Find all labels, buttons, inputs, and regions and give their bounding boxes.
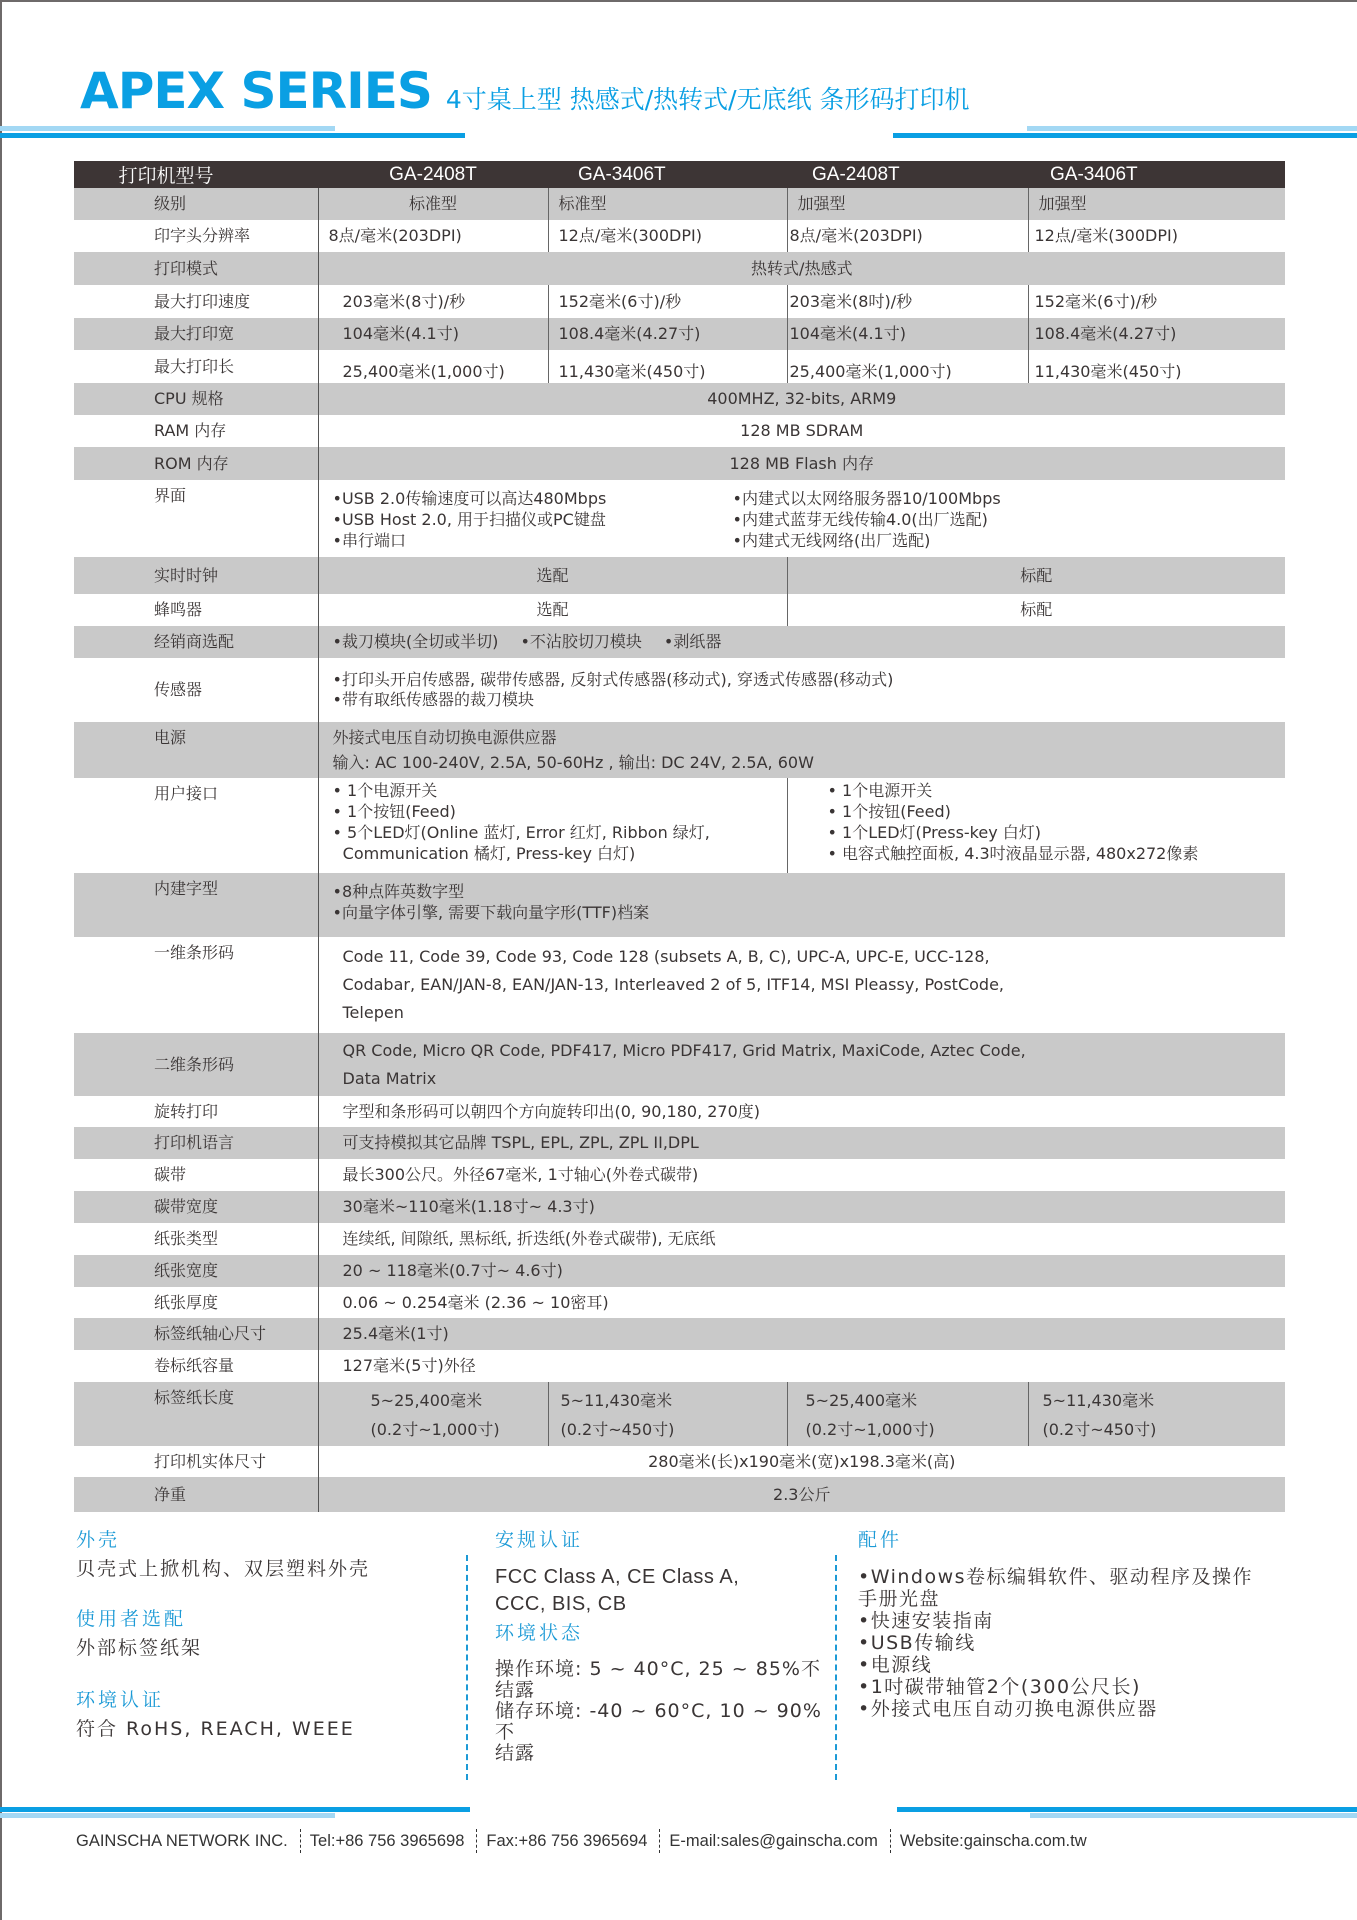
table-row xyxy=(74,1350,1285,1382)
table-row xyxy=(74,937,1285,1033)
list-item: •Windows卷标编辑软件、驱动程序及操作 xyxy=(858,1566,1254,1588)
list-item: • 1个电源开关 xyxy=(332,781,438,800)
text-line: 操作环境: 5 ~ 40°C, 25 ~ 85%不 xyxy=(495,1658,821,1680)
footer-rule-dark-right xyxy=(897,1807,1357,1812)
text-line: QR Code, Micro QR Code, PDF417, Micro PDF417, Grid Matrix, MaxiCode, Aztec Code, xyxy=(342,1040,1026,1060)
list-item: • 1个LED灯(Press-key 白灯) xyxy=(827,823,1042,842)
section-body-accessories xyxy=(858,1566,1288,1720)
cell: 152毫米(6寸)/秒 xyxy=(1028,285,1285,318)
list-item: •内建式蓝芽无线传输4.0(出厂选配) xyxy=(732,510,988,529)
cell xyxy=(318,778,787,873)
header-rule-dark-right xyxy=(893,133,1357,138)
list-item: •USB Host 2.0, 用于扫描仪或PC键盘 xyxy=(332,510,606,529)
cell xyxy=(318,658,1285,722)
footer-rule-dark-left xyxy=(0,1807,470,1812)
list-item: •1吋碳带轴管2个(300公尺长) xyxy=(858,1676,1141,1698)
section-body-env-state xyxy=(495,1659,840,1764)
cell xyxy=(318,873,1285,937)
cell: 字型和条形码可以朝四个方向旋转印出(0, 90,180, 270度) xyxy=(318,1096,1285,1127)
table-row xyxy=(74,1287,1285,1318)
text-line: (0.2寸~1,000寸) xyxy=(370,1420,500,1439)
list-item: •打印头开启传感器, 碳带传感器, 反射式传感器(移动式), 穿透式传感器(移动式) xyxy=(332,670,894,689)
text-line: 5~25,400毫米 xyxy=(370,1391,483,1410)
cell: 标配 xyxy=(787,557,1285,594)
cell: 加强型 xyxy=(1028,188,1285,220)
list-item: •外接式电压自动刃换电源供应器 xyxy=(858,1698,1158,1720)
row-label: 界面 xyxy=(74,480,318,557)
interface-grid xyxy=(333,488,1286,551)
table-row xyxy=(74,1318,1285,1350)
list-item: •USB 2.0传输速度可以高达480Mbps xyxy=(332,489,607,508)
table-row xyxy=(74,557,1285,594)
email-link[interactable]: E-mail:sales@gainscha.com xyxy=(669,1831,878,1850)
row-label: 蜂鸣器 xyxy=(74,594,318,626)
text-line: 输入: AC 100-240V, 2.5A, 50-60Hz , 输出: DC 24V, 2.5A, 60W xyxy=(332,753,814,772)
row-label: 净重 xyxy=(74,1477,318,1512)
cell: 20 ~ 118毫米(0.7寸~ 4.6寸) xyxy=(318,1255,1285,1287)
list-item: • 5个LED灯(Online 蓝灯, Error 红灯, Ribbon 绿灯, xyxy=(332,823,710,842)
row-label: 内建字型 xyxy=(74,873,318,937)
row-label: 印字头分辨率 xyxy=(74,220,318,252)
table-row xyxy=(74,873,1285,937)
list-item: •USB传输线 xyxy=(858,1632,976,1654)
list-item: Communication 橘灯, Press-key 白灯) xyxy=(332,844,636,863)
footer-contact xyxy=(76,1829,1087,1853)
table-row xyxy=(74,1223,1285,1255)
text-line: (0.2寸~1,000寸) xyxy=(805,1420,935,1439)
table-row xyxy=(74,252,1285,285)
section-title-env-cert: 环境认证 xyxy=(76,1689,165,1711)
cell xyxy=(318,722,1285,778)
row-label: 标签纸轴心尺寸 xyxy=(74,1318,318,1350)
row-label: 纸张类型 xyxy=(74,1223,318,1255)
table-row xyxy=(74,658,1285,722)
header-rule-light-right xyxy=(1027,126,1357,131)
column-header: GA-3406T xyxy=(1028,161,1285,188)
cell xyxy=(318,480,1285,557)
row-label: 打印机实体尺寸 xyxy=(74,1446,318,1477)
list-item: •裁刀模块(全切或半切) xyxy=(332,632,499,651)
list-item: • 电容式触控面板, 4.3吋液晶显示器, 480x272像素 xyxy=(827,844,1199,863)
row-label: 电源 xyxy=(74,722,318,778)
cell: 热转式/热感式 xyxy=(318,252,1285,285)
section-body-env-cert: 符合 RoHS, REACH, WEEE xyxy=(76,1718,355,1740)
row-label: 打印机语言 xyxy=(74,1127,318,1159)
header-rule-dark-left xyxy=(0,133,465,138)
cell xyxy=(318,1382,548,1446)
text-line: (0.2寸~450寸) xyxy=(1042,1420,1157,1439)
table-row xyxy=(74,188,1285,220)
cell: 104毫米(4.1寸) xyxy=(787,318,1028,350)
cell: 11,430毫米(450寸) xyxy=(1028,350,1285,383)
table-row xyxy=(74,626,1285,658)
company-name: GAINSCHA NETWORK INC. xyxy=(76,1831,288,1850)
list-item: •内建式无线网络(出厂选配) xyxy=(732,531,931,550)
list-item: •向量字体引擎, 需要下载向量字形(TTF)档案 xyxy=(332,903,650,922)
table-row xyxy=(74,415,1285,447)
footer-separator xyxy=(659,1829,660,1853)
cell: 400MHZ, 32-bits, ARM9 xyxy=(318,383,1285,415)
cell: 12点/毫米(300DPI) xyxy=(1028,220,1285,252)
list-item: 手册光盘 xyxy=(858,1588,941,1610)
website-link[interactable]: Website:gainscha.com.tw xyxy=(899,1831,1087,1850)
table-row xyxy=(74,220,1285,252)
text-line: FCC Class A, CE Class A, xyxy=(495,1566,740,1588)
cell: 最长300公尺。外径67毫米, 1寸轴心(外卷式碳带) xyxy=(318,1159,1285,1191)
cell xyxy=(1028,1382,1285,1446)
interface-left xyxy=(333,488,733,551)
column-divider xyxy=(835,1555,837,1780)
interface-right xyxy=(733,488,1286,551)
table-row xyxy=(74,285,1285,318)
page-top-border xyxy=(0,0,1357,2)
cell: 108.4毫米(4.27寸) xyxy=(548,318,787,350)
footer-rule-light-right xyxy=(1030,1813,1357,1818)
list-item: •带有取纸传感器的裁刀模块 xyxy=(332,690,534,709)
list-item: •内建式以太网络服务器10/100Mbps xyxy=(732,489,1001,508)
column-header: GA-2408T xyxy=(318,161,548,188)
row-label: 纸张宽度 xyxy=(74,1255,318,1287)
footer-rule-light-left xyxy=(0,1813,335,1818)
section-body-housing: 贝壳式上掀机构、双层塑料外壳 xyxy=(76,1558,371,1580)
table-row xyxy=(74,447,1285,480)
row-label: RAM 内存 xyxy=(74,415,318,447)
row-label: 最大打印速度 xyxy=(74,285,318,318)
row-label: 最大打印宽 xyxy=(74,318,318,350)
section-title-user-options: 使用者选配 xyxy=(76,1608,187,1630)
text-line: 结露 xyxy=(495,1742,536,1764)
row-label: 一维条形码 xyxy=(74,937,318,1033)
list-item: • 1个按钮(Feed) xyxy=(332,802,456,821)
table-row xyxy=(74,1159,1285,1191)
row-label: 旋转打印 xyxy=(74,1096,318,1127)
row-label: 用户接口 xyxy=(74,778,318,873)
text-line: Codabar, EAN/JAN-8, EAN/JAN-13, Interleaved 2 of 5, ITF14, MSI Pleassy, PostCode, xyxy=(342,975,1004,994)
series-subtitle: 4寸桌上型 热感式/热转式/无底纸 条形码打印机 xyxy=(445,85,970,114)
cell: 127毫米(5寸)外径 xyxy=(318,1350,1285,1382)
row-label: 最大打印长 xyxy=(74,350,318,383)
cell: 8点/毫米(203DPI) xyxy=(787,220,1028,252)
cell: 12点/毫米(300DPI) xyxy=(548,220,787,252)
cell: 203毫米(8寸)/秒 xyxy=(318,285,548,318)
table-row xyxy=(74,1096,1285,1127)
cell: 8点/毫米(203DPI) xyxy=(318,220,548,252)
header-rule-light-left xyxy=(0,126,335,131)
text-line: Code 11, Code 39, Code 93, Code 128 (subsets A, B, C), UPC-A, UPC-E, UCC-128, xyxy=(342,947,990,966)
phone-number: Tel:+86 756 3965698 xyxy=(309,1831,465,1850)
cell: 标准型 xyxy=(318,188,548,220)
cell: 25,400毫米(1,000寸) xyxy=(318,350,548,383)
cell xyxy=(318,937,1285,1033)
text-line: Data Matrix xyxy=(342,1068,437,1088)
text-line: CCC, BIS, CB xyxy=(495,1593,627,1615)
section-title-safety-cert: 安规认证 xyxy=(495,1529,584,1551)
table-row xyxy=(74,1033,1285,1096)
list-item: •不沾胶切刀模块 xyxy=(520,632,642,651)
cell: 选配 xyxy=(318,557,787,594)
row-label: 传感器 xyxy=(74,658,318,722)
cell xyxy=(787,778,1285,873)
page-left-border xyxy=(0,0,2,1920)
table-row xyxy=(74,1127,1285,1159)
cell: 128 MB SDRAM xyxy=(318,415,1285,447)
list-item: • 1个电源开关 xyxy=(827,781,933,800)
text-line: 5~25,400毫米 xyxy=(805,1391,918,1410)
cell: 128 MB Flash 内存 xyxy=(318,447,1285,480)
list-item: •8种点阵英数字型 xyxy=(332,882,465,901)
bottom-right-column xyxy=(858,1525,1288,1720)
cell: 可支持模拟其它品牌 TSPL, EPL, ZPL, ZPL II,DPL xyxy=(318,1127,1285,1159)
cell: 280毫米(长)x190毫米(宽)x198.3毫米(高) xyxy=(318,1446,1285,1477)
section-title-housing: 外壳 xyxy=(76,1529,121,1551)
row-label: 打印模式 xyxy=(74,252,318,285)
table-row xyxy=(74,722,1285,778)
cell: 连续纸, 间隙纸, 黑标纸, 折迭纸(外卷式碳带), 无底纸 xyxy=(318,1223,1285,1255)
cell: 11,430毫米(450寸) xyxy=(548,350,787,383)
cell: 108.4毫米(4.27寸) xyxy=(1028,318,1285,350)
spec-table xyxy=(74,161,1285,1512)
section-body-safety-cert xyxy=(495,1564,840,1618)
column-divider xyxy=(466,1555,468,1780)
row-label: 标签纸长度 xyxy=(74,1382,318,1446)
table-row xyxy=(74,480,1285,557)
text-line: 外接式电压自动切换电源供应器 xyxy=(332,728,557,747)
cell: 30毫米~110毫米(1.18寸~ 4.3寸) xyxy=(318,1191,1285,1223)
bottom-middle-column xyxy=(495,1525,840,1764)
row-label: 碳带 xyxy=(74,1159,318,1191)
list-item: •快速安装指南 xyxy=(858,1610,994,1632)
cell xyxy=(548,1382,787,1446)
cell: 25,400毫米(1,000寸) xyxy=(787,350,1028,383)
text-line: Telepen xyxy=(342,1003,404,1022)
list-item: •电源线 xyxy=(858,1654,933,1676)
section-title-env-state: 环境状态 xyxy=(495,1622,584,1644)
row-label: 纸张厚度 xyxy=(74,1287,318,1318)
row-label: ROM 内存 xyxy=(74,447,318,480)
cell xyxy=(318,1033,1285,1096)
text-line: 5~11,430毫米 xyxy=(1042,1391,1155,1410)
row-label: 级别 xyxy=(74,188,318,220)
page-title xyxy=(80,62,970,132)
cell: 25.4毫米(1寸) xyxy=(318,1318,1285,1350)
table-row xyxy=(74,1477,1285,1512)
cell: 标配 xyxy=(787,594,1285,626)
row-label: 卷标纸容量 xyxy=(74,1350,318,1382)
table-row xyxy=(74,1382,1285,1446)
text-line: (0.2寸~450寸) xyxy=(560,1420,675,1439)
cell: 2.3公斤 xyxy=(318,1477,1285,1512)
table-row xyxy=(74,594,1285,626)
list-item: •串行端口 xyxy=(332,531,406,550)
row-label: 经销商选配 xyxy=(74,626,318,658)
cell: 203毫米(8吋)/秒 xyxy=(787,285,1028,318)
cell: 加强型 xyxy=(787,188,1028,220)
table-row xyxy=(74,1191,1285,1223)
fax-number: Fax:+86 756 3965694 xyxy=(486,1831,648,1850)
table-row xyxy=(74,383,1285,415)
table-header-row xyxy=(74,161,1285,188)
text-line: 5~11,430毫米 xyxy=(560,1391,673,1410)
cell: 选配 xyxy=(318,594,787,626)
section-body-user-options: 外部标签纸架 xyxy=(76,1637,203,1659)
table-row xyxy=(74,318,1285,350)
table-row xyxy=(74,1446,1285,1477)
row-label: 实时时钟 xyxy=(74,557,318,594)
table-row xyxy=(74,778,1285,873)
table-row xyxy=(74,1255,1285,1287)
column-header: GA-2408T xyxy=(787,161,1028,188)
bottom-left-column xyxy=(76,1525,436,1740)
series-title: APEX SERIES xyxy=(80,62,432,120)
footer-separator xyxy=(300,1829,301,1853)
column-header: 打印机型号 xyxy=(74,161,318,188)
list-item: •剥纸器 xyxy=(663,632,722,651)
footer-separator xyxy=(476,1829,477,1853)
row-label: 碳带宽度 xyxy=(74,1191,318,1223)
cell: 152毫米(6寸)/秒 xyxy=(548,285,787,318)
cell xyxy=(787,1382,1028,1446)
list-item: • 1个按钮(Feed) xyxy=(827,802,951,821)
table-row xyxy=(74,350,1285,383)
text-line: 结露 xyxy=(495,1679,536,1701)
section-title-accessories: 配件 xyxy=(858,1529,903,1551)
row-label: 二维条形码 xyxy=(74,1033,318,1096)
cell: 104毫米(4.1寸) xyxy=(318,318,548,350)
row-label: CPU 规格 xyxy=(74,383,318,415)
cell: 0.06 ~ 0.254毫米 (2.36 ~ 10密耳) xyxy=(318,1287,1285,1318)
cell: 标准型 xyxy=(548,188,787,220)
column-header: GA-3406T xyxy=(548,161,787,188)
footer-separator xyxy=(890,1829,891,1853)
cell xyxy=(318,626,1285,658)
text-line: 储存环境: -40 ~ 60°C, 10 ~ 90%不 xyxy=(495,1700,822,1743)
